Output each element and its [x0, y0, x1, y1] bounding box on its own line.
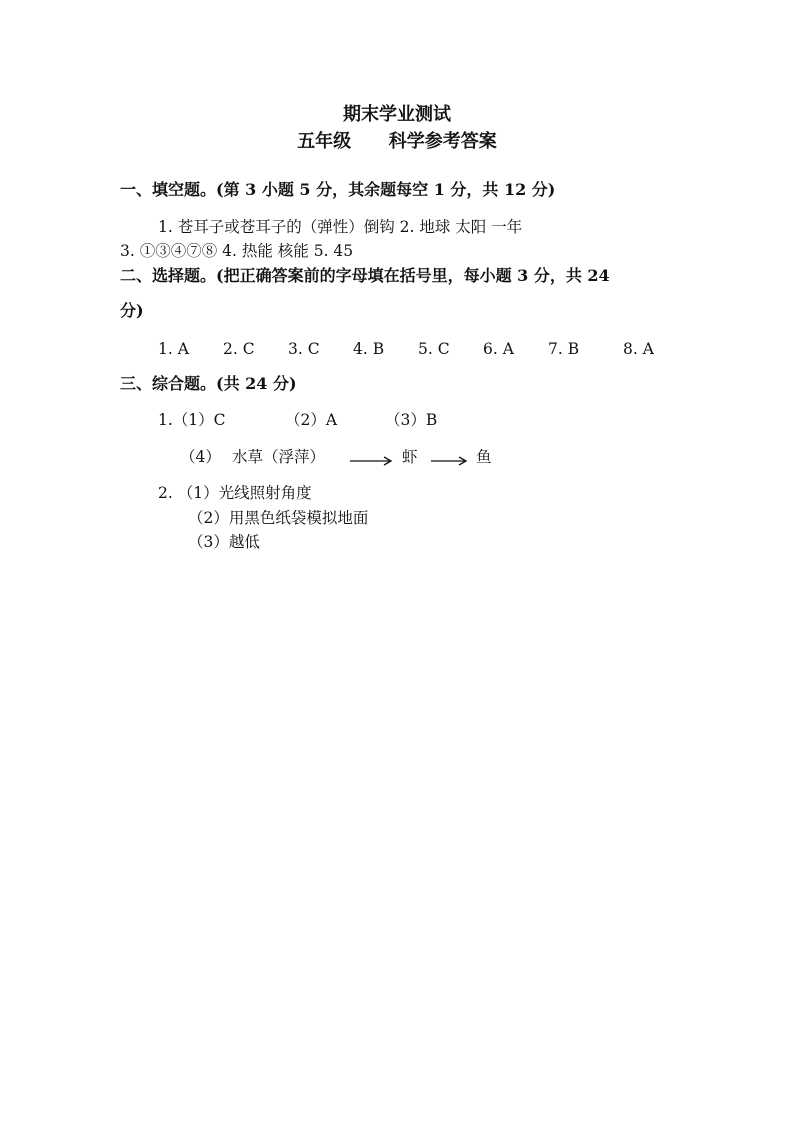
q2-answer-2: （2）用黑色纸袋模拟地面 — [188, 509, 369, 527]
choice-answer: 5. C — [418, 340, 450, 358]
section-1-line-1: 1. 苍耳子或苍耳子的（弹性）倒钩 2. 地球 太阳 一年 — [158, 218, 523, 236]
choice-answer: 7. B — [548, 340, 580, 358]
choice-answer: 2. C — [223, 340, 255, 358]
choice-answer: 4. B — [353, 340, 385, 358]
food-chain-consumer-1: 虾 — [402, 448, 418, 466]
section-3-heading: 三、综合题。(共 24 分) — [120, 374, 297, 393]
section-1-line-2: 3. ①③④⑦⑧ 4. 热能 核能 5. 45 — [120, 242, 354, 260]
q1-answer-4-label: （4） — [180, 448, 221, 466]
choice-answer: 8. A — [623, 340, 654, 358]
food-chain-consumer-2: 鱼 — [476, 448, 492, 466]
q2-answer-3: （3）越低 — [188, 533, 260, 551]
q1-answer-3: （3）B — [385, 411, 438, 429]
arrow-right-icon — [431, 452, 469, 472]
section-2-heading-continued: 分) — [120, 301, 144, 320]
choice-answer: 3. C — [288, 340, 320, 358]
q2-answer-1: 2. （1）光线照射角度 — [158, 484, 312, 502]
page-subtitle: 五年级 科学参考答案 — [297, 131, 497, 152]
choice-answer: 6. A — [483, 340, 514, 358]
q1-answer-2: （2）A — [285, 411, 338, 429]
section-2-heading: 二、选择题。(把正确答案前的字母填在括号里，每小题 3 分，共 24 — [120, 266, 610, 285]
q1-answer-1: 1.（1）C — [158, 411, 226, 429]
choice-answer: 1. A — [158, 340, 189, 358]
page-title: 期末学业测试 — [343, 104, 451, 125]
food-chain-producer: 水草（浮萍） — [232, 448, 326, 466]
arrow-right-icon — [350, 452, 394, 472]
section-1-heading: 一、填空题。(第 3 小题 5 分，其余题每空 1 分，共 12 分) — [120, 180, 556, 199]
